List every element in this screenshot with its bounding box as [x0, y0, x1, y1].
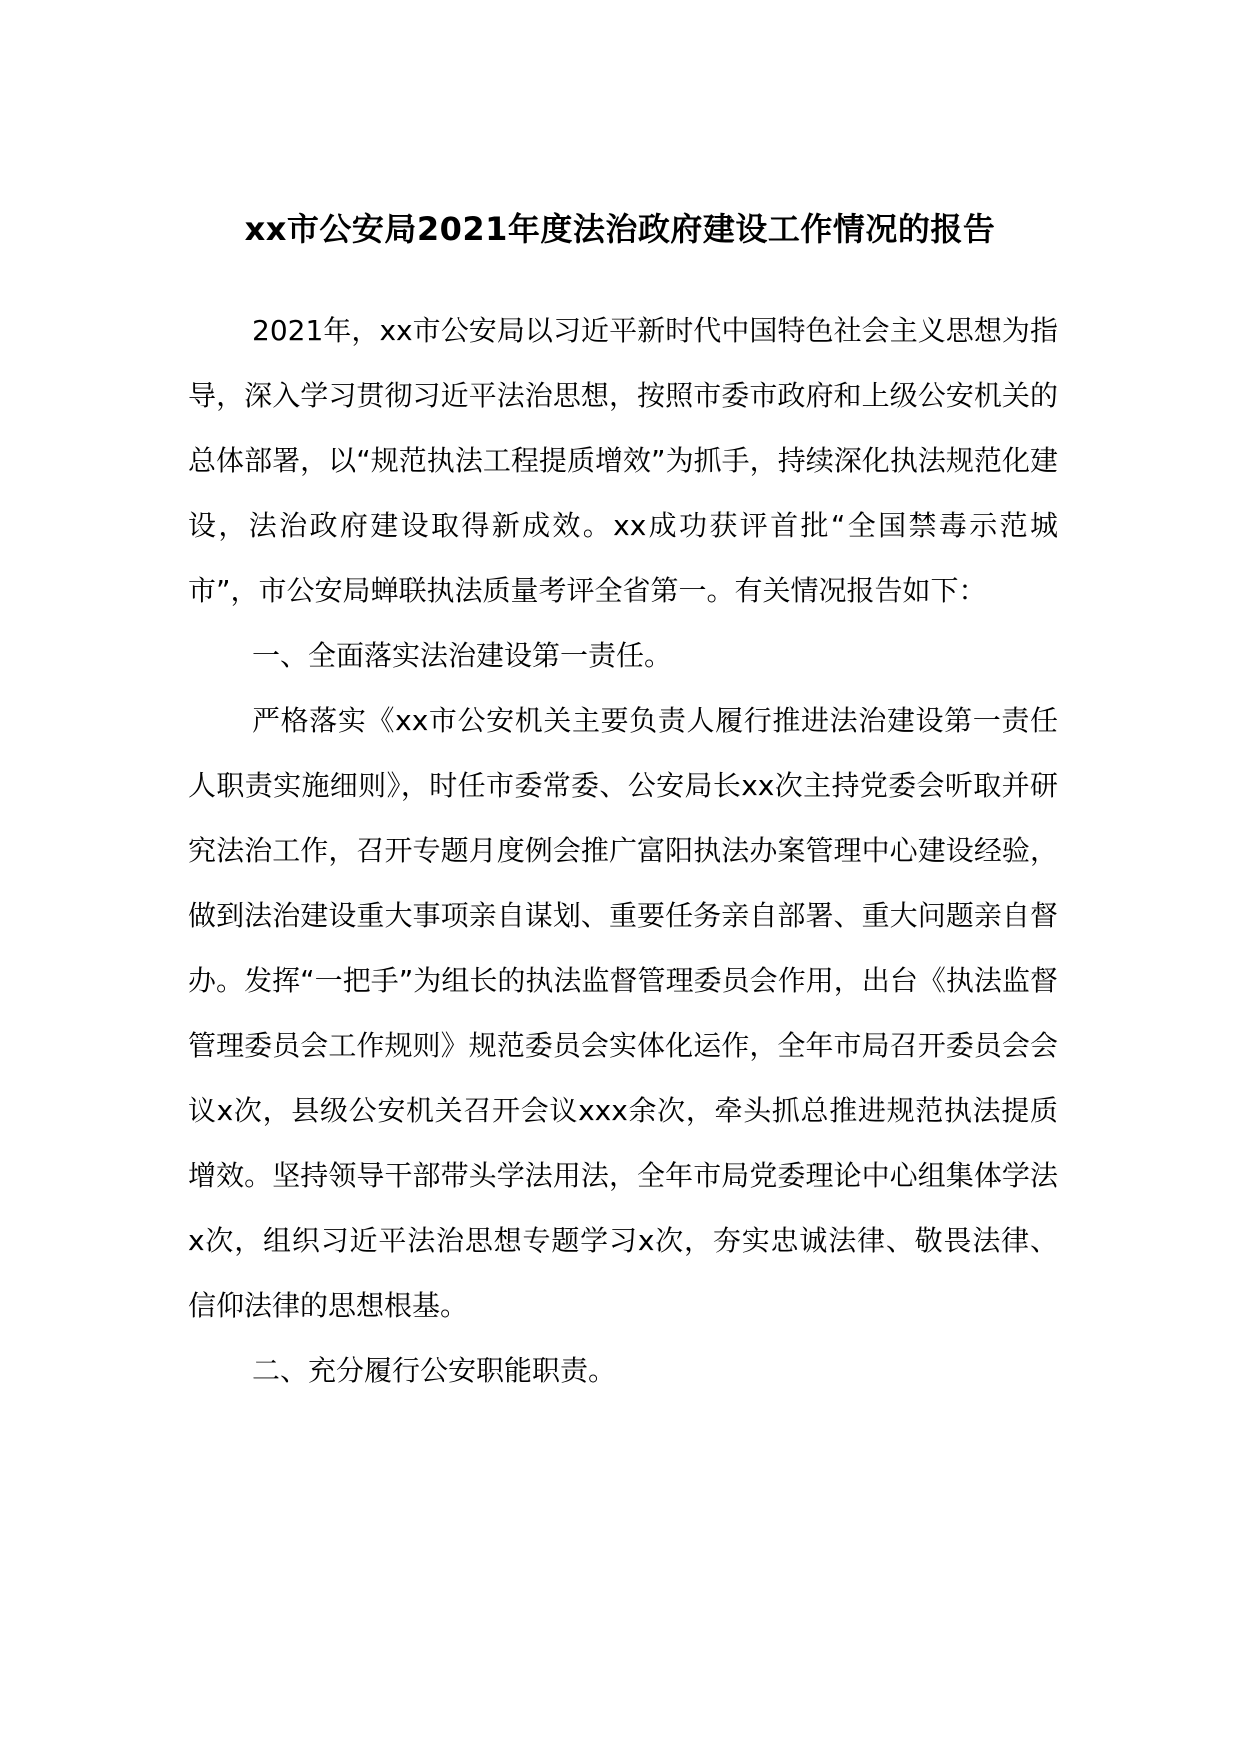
intro-paragraph: 2021年，xx市公安局以习近平新时代中国特色社会主义思想为指导，深入学习贯彻习近平法治思想，按照市委市政府和上级公安机关的总体部署，以“规范执法工程提质增效”为抓手，持续深化执法规范化建设，法治政府建设取得新成效。xx成功获评首批“全国禁毒示范城市”，市公安局蝉联执法质量考评全省第一。有关情况报告如下： — [188, 314, 1058, 607]
section-heading-1: 一、全面落实法治建设第一责任。 — [252, 639, 673, 672]
section-heading-2: 二、充分履行公安职能职责。 — [252, 1354, 617, 1387]
document-title: xx市公安局2021年度法治政府建设工作情况的报告 — [244, 210, 996, 248]
section-1-paragraph: 严格落实《xx市公安机关主要负责人履行推进法治建设第一责任人职责实施细则》，时任市委常委、公安局长xx次主持党委会听取并研究法治工作，召开专题月度例会推广富阳执法办案管理中心建设经验，做到法治建设重大事项亲自谋划、重要任务亲自部署、重大问题亲自督办。发挥“一把手”为组长的执法监督管理委员会作用，出台《执法监督管理委员会工作规则》规范委员会实体化运作，全年市局召开委员会会议x次，县级公安机关召开会议xxx余次，牵头抓总推进规范执法提质增效。坚持领导干部带头学法用法，全年市局党委理论中心组集体学法x次，组织习近平法治思想专题学习x次，夯实忠诚法律、敬畏法律、信仰法律的思想根基。 — [188, 704, 1058, 1322]
document-body — [188, 298, 1058, 1403]
